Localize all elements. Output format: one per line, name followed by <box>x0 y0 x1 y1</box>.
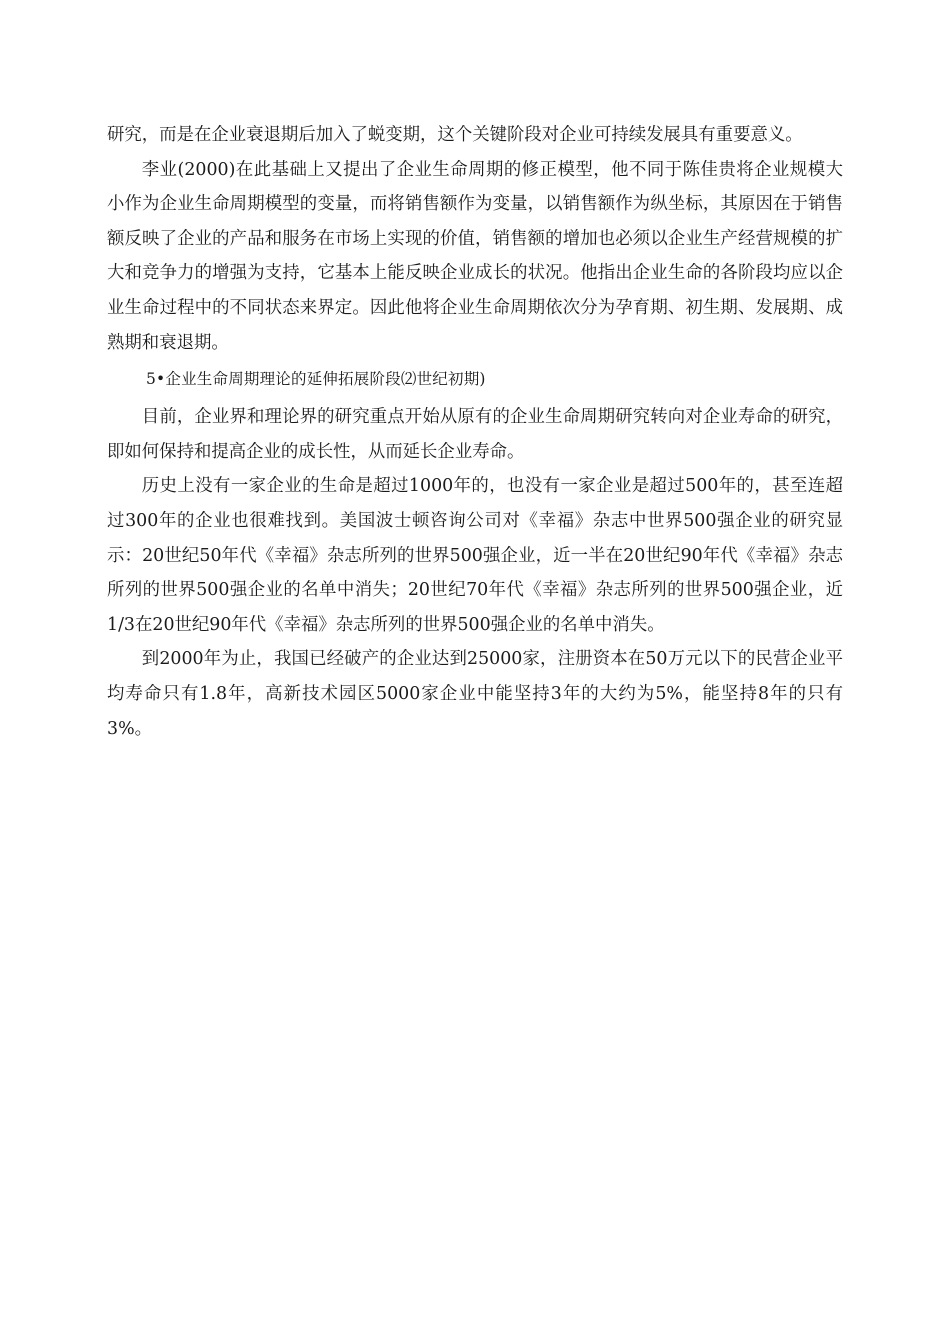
paragraph-enterprise-lifespan-history: 历史上没有一家企业的生命是超过1000年的，也没有一家企业是超过500年的，甚至连超过300年的企业也很难找到。美国波士顿咨询公司对《幸福》杂志中世界500强企业的研究显示：20世纪50年代《幸福》杂志所列的世界500强企业，近一半在20世纪90年代《幸福》杂志所列的世界500强企业的名单中消失；20世纪70年代《幸福》杂志所列的世界500强企业，近1/3在20世纪90年代《幸福》杂志所列的世界500强企业的名单中消失。 <box>107 476 843 635</box>
paragraph-li-ye-model: 李业(2000)在此基础上又提出了企业生命周期的修正模型，他不同于陈佳贵将企业规模大小作为企业生命周期模型的变量，而将销售额作为变量，以销售额作为纵坐标，其原因在于销售额反映了企业的产品和服务在市场上实现的价值，销售额的增加也必须以企业生产经营规模的扩大和竞争力的增强为支持，它基本上能反映企业成长的状况。他指出企业生命的各阶段均应以企业生命过程中的不同状态来界定。因此他将企业生命周期依次分为孕育期、初生期、发展期、成熟期和衰退期。 <box>107 159 843 353</box>
paragraph-continued: 研究，而是在企业衰退期后加入了蜕变期，这个关键阶段对企业可持续发展具有重要意义。 <box>107 125 803 145</box>
section-heading: 5•企业生命周期理论的延伸拓展阶段⑵世纪初期) <box>146 370 486 389</box>
paragraph-bankruptcy-statistics: 到2000年为止，我国已经破产的企业达到25000家，注册资本在50万元以下的民营企业平均寿命只有1.8年，高新技术园区5000家企业中能坚持3年的大约为5%，能坚持8年的只有3%。 <box>107 649 843 739</box>
document-page <box>107 118 843 746</box>
paragraph-research-focus: 目前，企业界和理论界的研究重点开始从原有的企业生命周期研究转向对企业寿命的研究，即如何保持和提高企业的成长性，从而延长企业寿命。 <box>107 407 843 462</box>
